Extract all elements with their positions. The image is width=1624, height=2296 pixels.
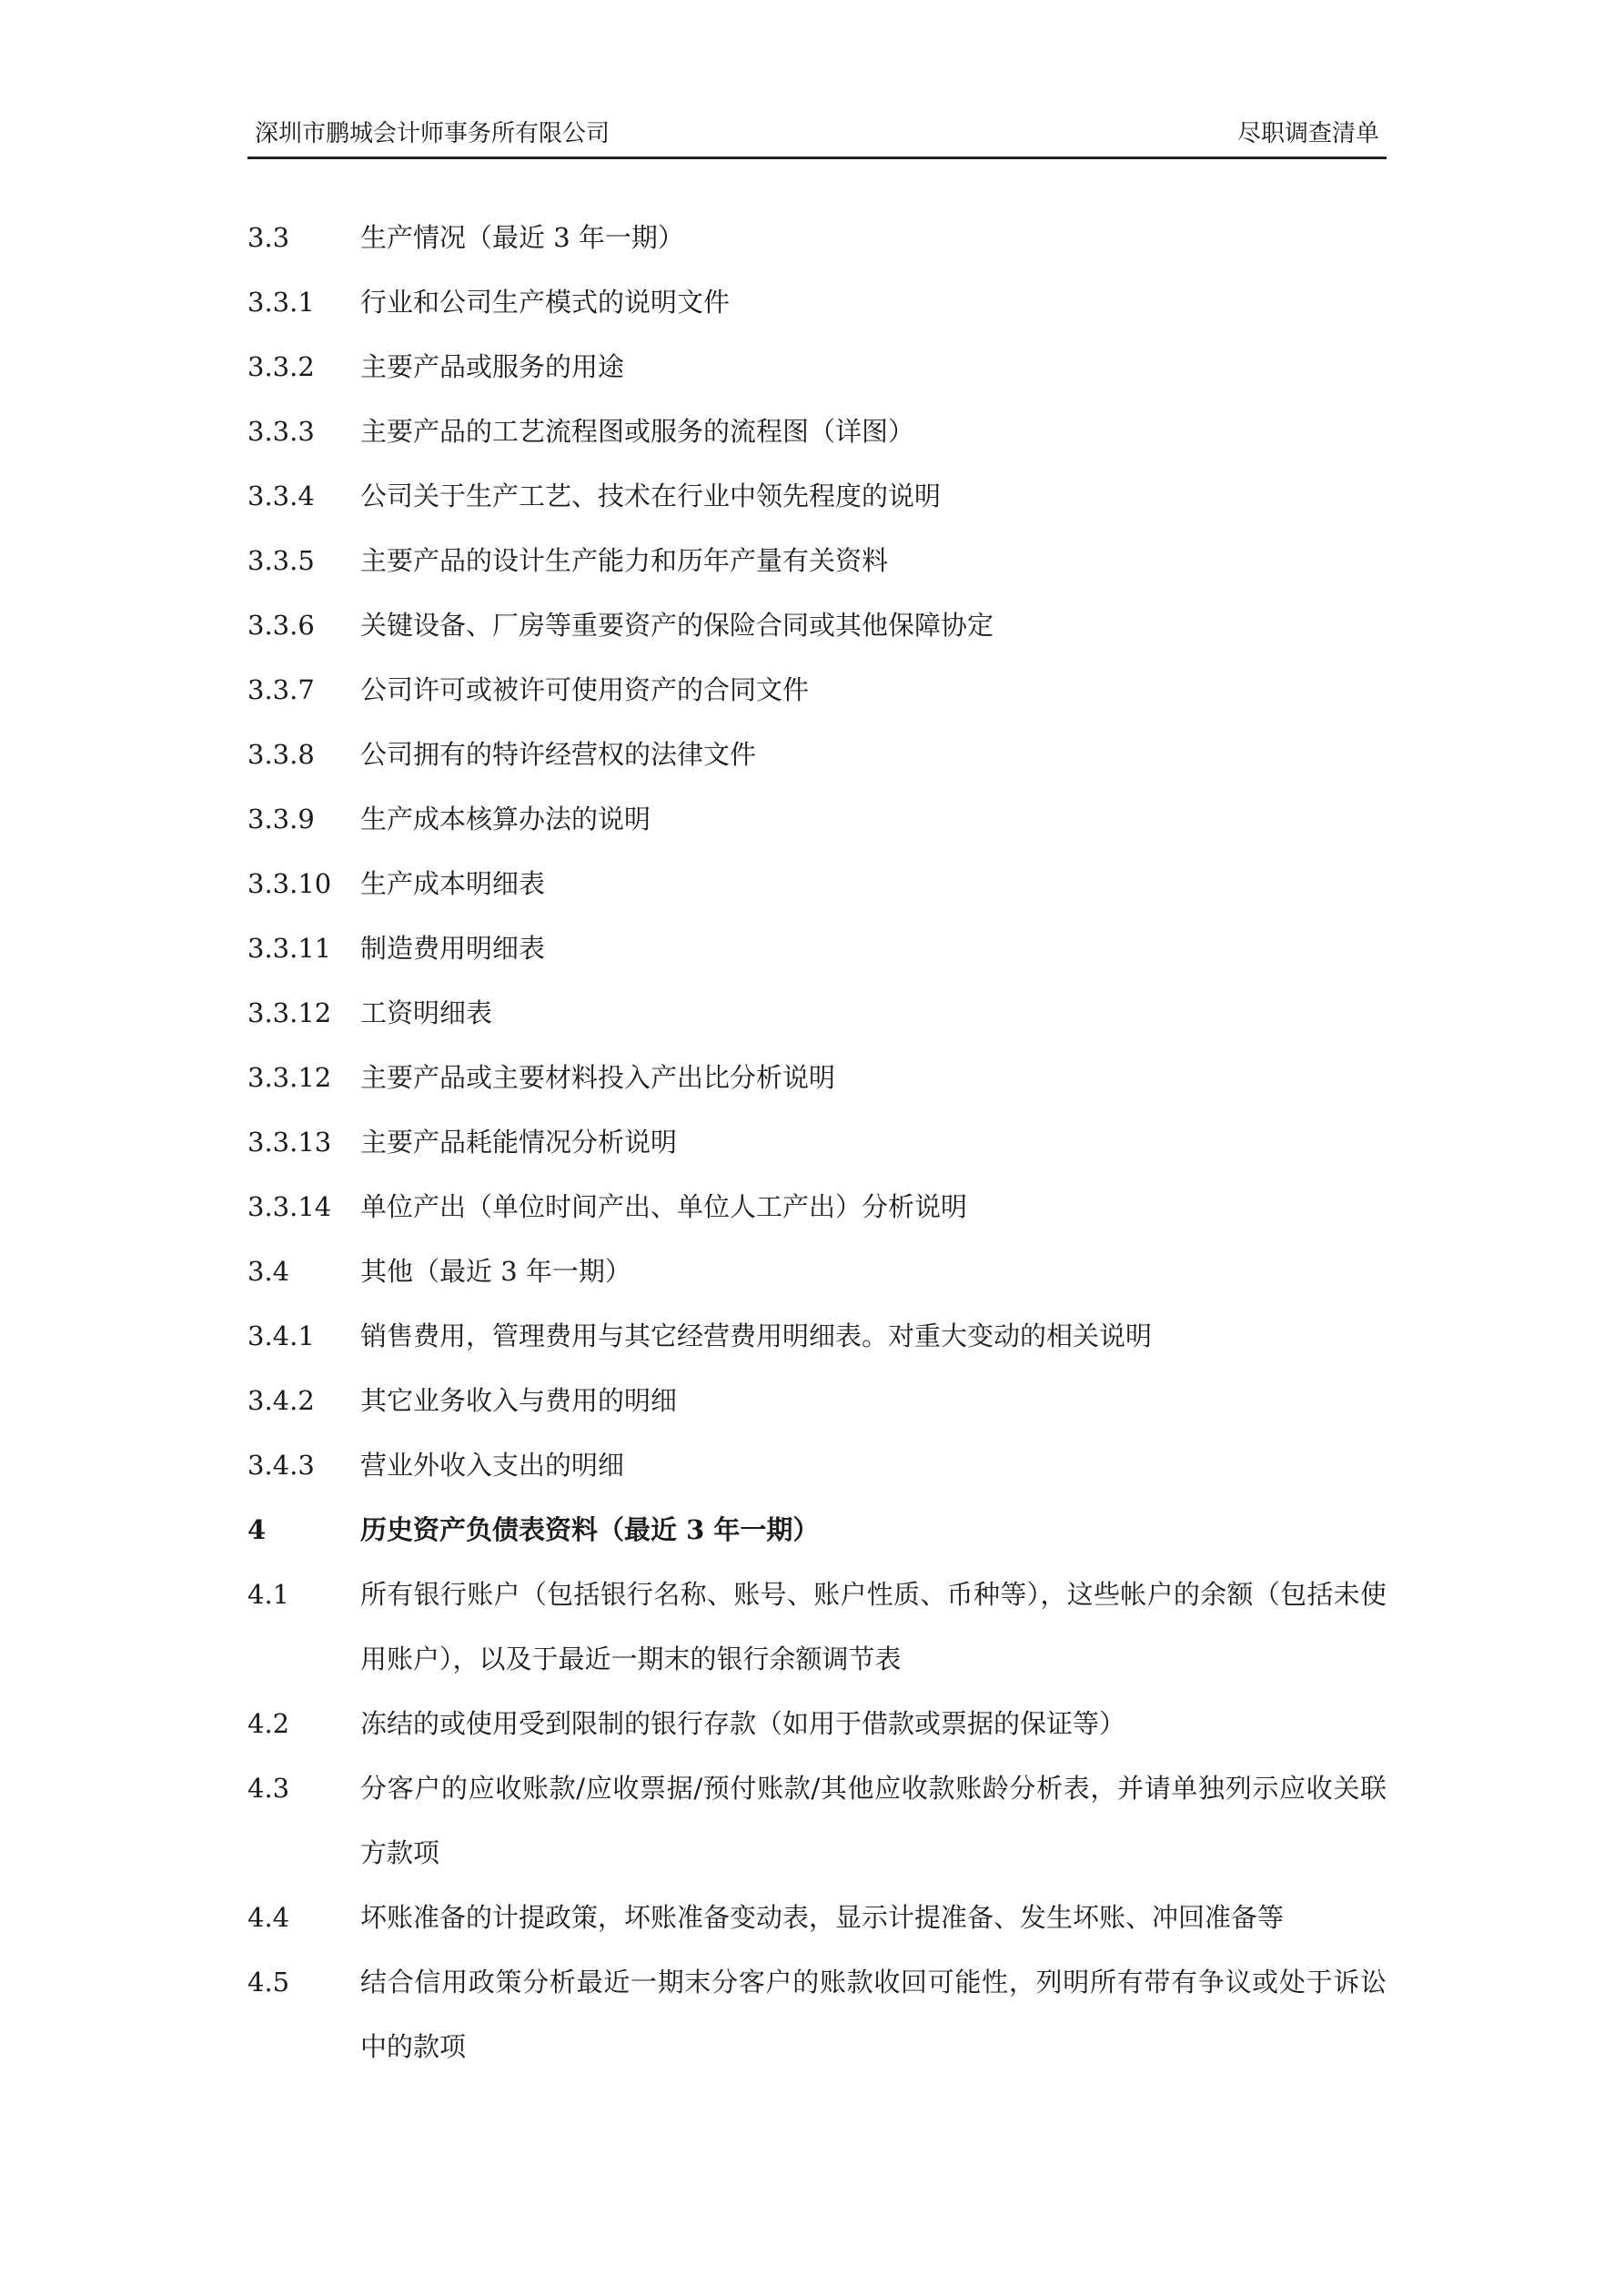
section-heading: [247, 1498, 1387, 1563]
item-number: 3.3.13: [247, 1127, 332, 1158]
checklist-item: [247, 400, 1387, 464]
checklist-item: [247, 1369, 1387, 1433]
item-text: 单位产出（单位时间产出、单位人工产出）分析说明: [360, 1191, 968, 1222]
item-number: 3.3.1: [247, 287, 315, 318]
item-text: 行业和公司生产模式的说明文件: [360, 287, 731, 318]
item-text: 公司拥有的特许经营权的法律文件: [360, 739, 757, 770]
checklist-item: [247, 787, 1387, 852]
checklist-item: [247, 270, 1387, 335]
checklist-item: [247, 1756, 1387, 1886]
item-text: 制造费用明细表: [360, 933, 546, 964]
checklist-content: [247, 206, 1387, 2079]
item-number: 3.4.1: [247, 1320, 315, 1351]
item-number: 3.3.12: [247, 1062, 332, 1093]
checklist-item: [247, 658, 1387, 723]
item-text: 主要产品或主要材料投入产出比分析说明: [360, 1062, 836, 1093]
checklist-item: [247, 206, 1387, 270]
item-text: 生产成本核算办法的说明: [360, 804, 651, 834]
item-number: 4.4: [247, 1902, 290, 1933]
checklist-item: [247, 1563, 1387, 1692]
section-number: 4: [247, 1514, 267, 1545]
item-number: 3.3.7: [247, 674, 315, 705]
item-text: 主要产品的设计生产能力和历年产量有关资料: [360, 545, 889, 576]
checklist-item: [247, 981, 1387, 1046]
item-text: 销售费用，管理费用与其它经营费用明细表。对重大变动的相关说明: [360, 1320, 1153, 1351]
checklist-item: [247, 852, 1387, 916]
item-text: 生产情况（最近 3 年一期）: [360, 222, 684, 253]
item-number: 3.3.12: [247, 997, 332, 1028]
item-number: 3.3.3: [247, 416, 315, 447]
checklist-item: [247, 464, 1387, 529]
checklist-item: [247, 1433, 1387, 1498]
item-text: 坏账准备的计提政策，坏账准备变动表，显示计提准备、发生坏账、冲回准备等: [360, 1902, 1285, 1933]
item-number: 4.2: [247, 1708, 290, 1739]
item-number: 4.3: [247, 1773, 290, 1804]
checklist-item: [247, 916, 1387, 981]
item-text: 其他（最近 3 年一期）: [360, 1256, 631, 1287]
item-text: 结合信用政策分析最近一期末分客户的账款收回可能性，列明所有带有争议或处于诉讼中的款项: [360, 1967, 1387, 2062]
checklist-item: [247, 723, 1387, 787]
checklist-item: [247, 335, 1387, 400]
item-number: 3.3.9: [247, 804, 315, 834]
item-text: 主要产品的工艺流程图或服务的流程图（详图）: [360, 416, 915, 447]
item-number: 3.4: [247, 1256, 290, 1287]
item-text: 公司关于生产工艺、技术在行业中领先程度的说明: [360, 480, 942, 511]
item-text: 冻结的或使用受到限制的银行存款（如用于借款或票据的保证等）: [360, 1708, 1126, 1739]
checklist-item: [247, 1046, 1387, 1110]
item-number: 3.4.2: [247, 1385, 315, 1416]
item-number: 3.3.11: [247, 933, 332, 964]
item-text: 生产成本明细表: [360, 868, 546, 899]
item-number: 3.3.4: [247, 480, 315, 511]
item-number: 3.3.2: [247, 351, 315, 382]
item-number: 3.3.8: [247, 739, 315, 770]
checklist-item: [247, 1110, 1387, 1175]
item-text: 主要产品耗能情况分析说明: [360, 1127, 678, 1158]
item-number: 3.3.14: [247, 1191, 332, 1222]
header-document-title: 尽职调查清单: [1236, 120, 1379, 147]
checklist-item: [247, 529, 1387, 593]
checklist-item: [247, 1175, 1387, 1239]
item-text: 所有银行账户（包括银行名称、账号、账户性质、币种等），这些帐户的余额（包括未使用账户），以及于最近一期末的银行余额调节表: [360, 1579, 1387, 1674]
page-header: [247, 113, 1387, 159]
item-number: 4.5: [247, 1967, 290, 1998]
checklist-item: [247, 1239, 1387, 1304]
checklist-item: [247, 1692, 1387, 1756]
item-text: 营业外收入支出的明细: [360, 1450, 625, 1481]
item-text: 关键设备、厂房等重要资产的保险合同或其他保障协定: [360, 610, 994, 641]
item-number: 3.3.5: [247, 545, 315, 576]
item-text: 公司许可或被许可使用资产的合同文件: [360, 674, 810, 705]
item-text: 工资明细表: [360, 997, 493, 1028]
item-text: 分客户的应收账款/应收票据/预付账款/其他应收款账龄分析表，并请单独列示应收关联方款项: [360, 1773, 1387, 1868]
header-company-name: 深圳市鹏城会计师事务所有限公司: [255, 120, 610, 147]
item-number: 3.3.6: [247, 610, 315, 641]
item-number: 3.3.10: [247, 868, 332, 899]
section-title: 历史资产负债表资料（最近 3 年一期）: [360, 1514, 820, 1545]
item-text: 其它业务收入与费用的明细: [360, 1385, 678, 1416]
checklist-item: [247, 1950, 1387, 2079]
checklist-item: [247, 1886, 1387, 1950]
item-number: 3.4.3: [247, 1450, 315, 1481]
item-text: 主要产品或服务的用途: [360, 351, 625, 382]
checklist-item: [247, 1304, 1387, 1369]
item-number: 3.3: [247, 222, 290, 253]
item-number: 4.1: [247, 1579, 290, 1610]
checklist-item: [247, 593, 1387, 658]
